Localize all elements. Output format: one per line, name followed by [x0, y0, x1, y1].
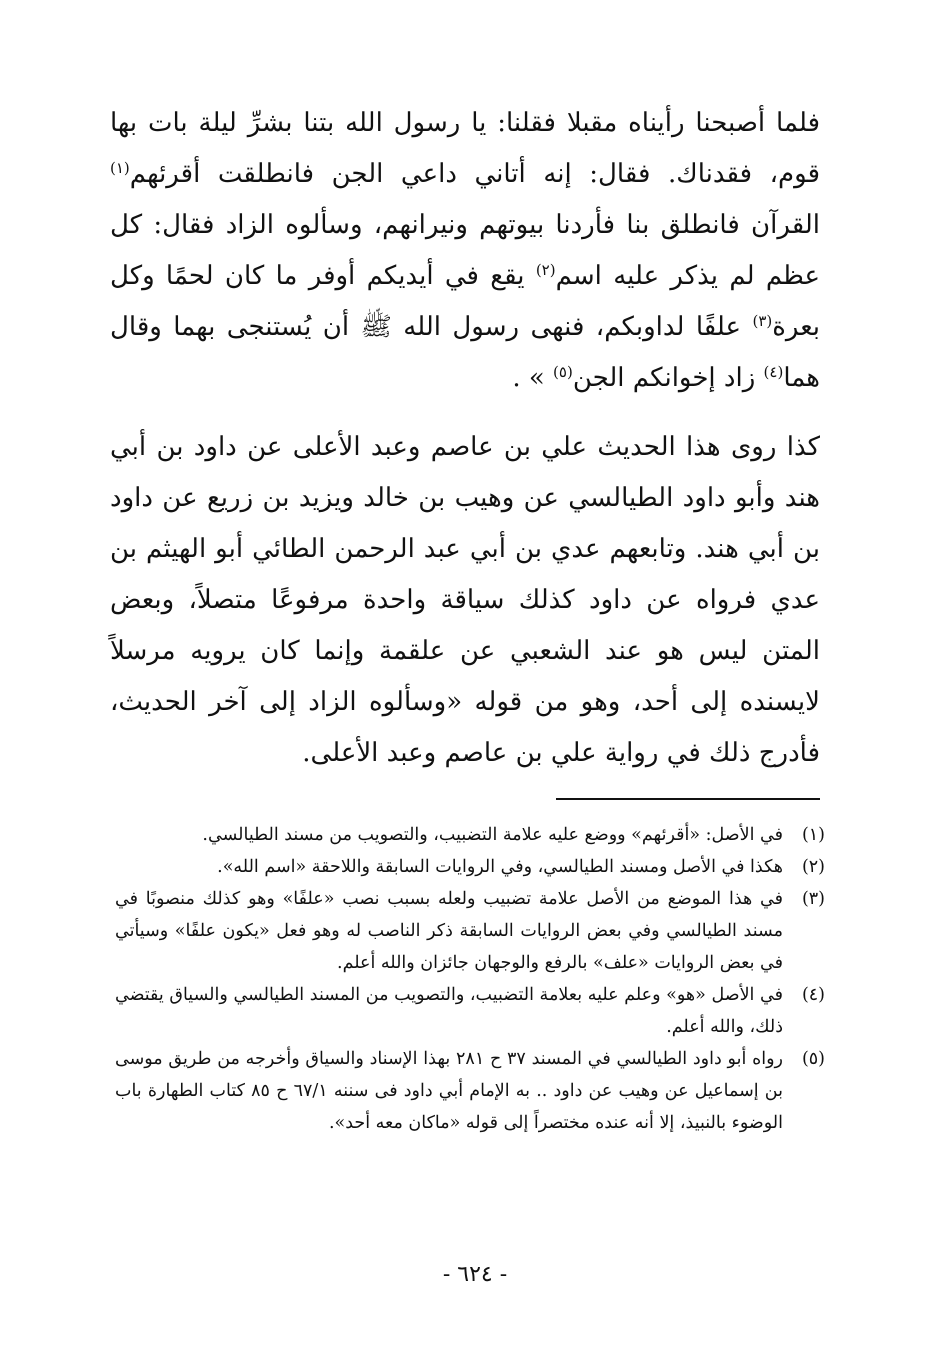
- footnote-ref: (٣): [752, 312, 773, 330]
- footnote-number: (٤): [801, 985, 825, 1005]
- text-segment: القرآن فانطلق بنا فأردنا بيوتهم ونيرانهم، وسألوه الزاد فقال: كل عظم لم يذكر عليه اسم: [110, 210, 821, 291]
- main-text: [110, 98, 820, 779]
- footnote-text: في هذا الموضع من الأصل علامة تضبيب ولعله بسبب نصب «علفًا» وهو كذلك منصوبًا في مسند الطيالسي وفي بعض الروايات السابقة ذكر الناصب له وهو فعل «يكون علفًا» وسيأتي في بعض الروايات «علف» بالرفع والوجهان جائزان والله أعلم.: [115, 889, 783, 973]
- footnote-ref: (١): [110, 159, 130, 177]
- footnote-ref: (٥): [553, 363, 573, 381]
- footnote-ref: (٢): [535, 261, 556, 279]
- text-segment: علفًا لداوبكم، فنهى رسول الله ﷺ أن يُستنجى بهما وقال هما: [110, 312, 820, 393]
- text-segment: » .: [512, 363, 554, 393]
- footnote-separator: [556, 798, 820, 800]
- footnote-text: في الأصل: «أقرئهم» ووضع عليه علامة التضبيب، والتصويب من مسند الطيالسي.: [202, 825, 783, 845]
- text-segment: فلما أصبحنا رأيناه مقبلا فقلنا: يا رسول الله بتنا بشرِّ ليلة بات بها قوم، فقدناك. فقال: إنه أتاني داعي الجن فانطلقت أقرئهم: [110, 108, 820, 189]
- footnote: [115, 979, 825, 1043]
- footnote: [115, 851, 825, 883]
- page-number: - ٦٢٤ -: [442, 1262, 508, 1287]
- footnotes: [115, 819, 825, 1139]
- footnote-text: رواه أبو داود الطيالسي في المسند ٣٧ ح ٢٨١ بهذا الإسناد والسياق وأخرجه من طريق موسى بن إسماعيل عن وهيب عن داود .. به الإمام أبي داود فى سننه ٦٧/١ ح ٨٥ كتاب الطهارة باب الوضوء بالنبيذ، إلا أنه عنده مختصراً إلى قوله «ماكان معه أحد».: [115, 1049, 784, 1133]
- footnote-ref: (٤): [763, 363, 784, 381]
- paragraph: [110, 98, 820, 404]
- footnote-number: (١): [801, 825, 825, 845]
- text-segment: يقع في أيديكم أوفر ما كان لحمًا وكل بعرة: [110, 261, 820, 342]
- text-segment: زاد إخوانكم الجن: [572, 363, 764, 393]
- footnote-number: (٢): [801, 857, 825, 877]
- footnote: [115, 1043, 825, 1139]
- footnote-number: (٥): [801, 1049, 825, 1069]
- paragraph: كذا روى هذا الحديث علي بن عاصم وعبد الأعلى عن داود بن أبي هند وأبو داود الطيالسي عن وهيب بن خالد ويزيد بن زريع عن داود بن أبي هند. وتابعهم عدي بن أبي عبد الرحمن الطائي أبو الهيثم بن عدي فرواه عن داود كذلك سياقة واحدة مرفوعًا متصلاً، وبعض المتن ليس هو عند الشعبي عن علقمة وإنما كان يرويه مرسلاً لايسنده إلى أحد، وهو من قوله «وسألوه الزاد إلى آخر الحديث، فأدرج ذلك في رواية علي بن عاصم وعبد الأعلى.: [110, 432, 820, 768]
- footnote: [115, 883, 825, 979]
- footnote: [115, 819, 825, 851]
- footnote-number: (٣): [801, 889, 825, 909]
- footnote-text: في الأصل «هو» وعلم عليه بعلامة التضبيب، والتصويب من المسند الطيالسي والسياق يقتضي ذلك، والله أعلم.: [115, 985, 783, 1037]
- footnote-text: هكذا في الأصل ومسند الطيالسي، وفي الروايات السابقة واللاحقة «اسم الله».: [217, 857, 783, 877]
